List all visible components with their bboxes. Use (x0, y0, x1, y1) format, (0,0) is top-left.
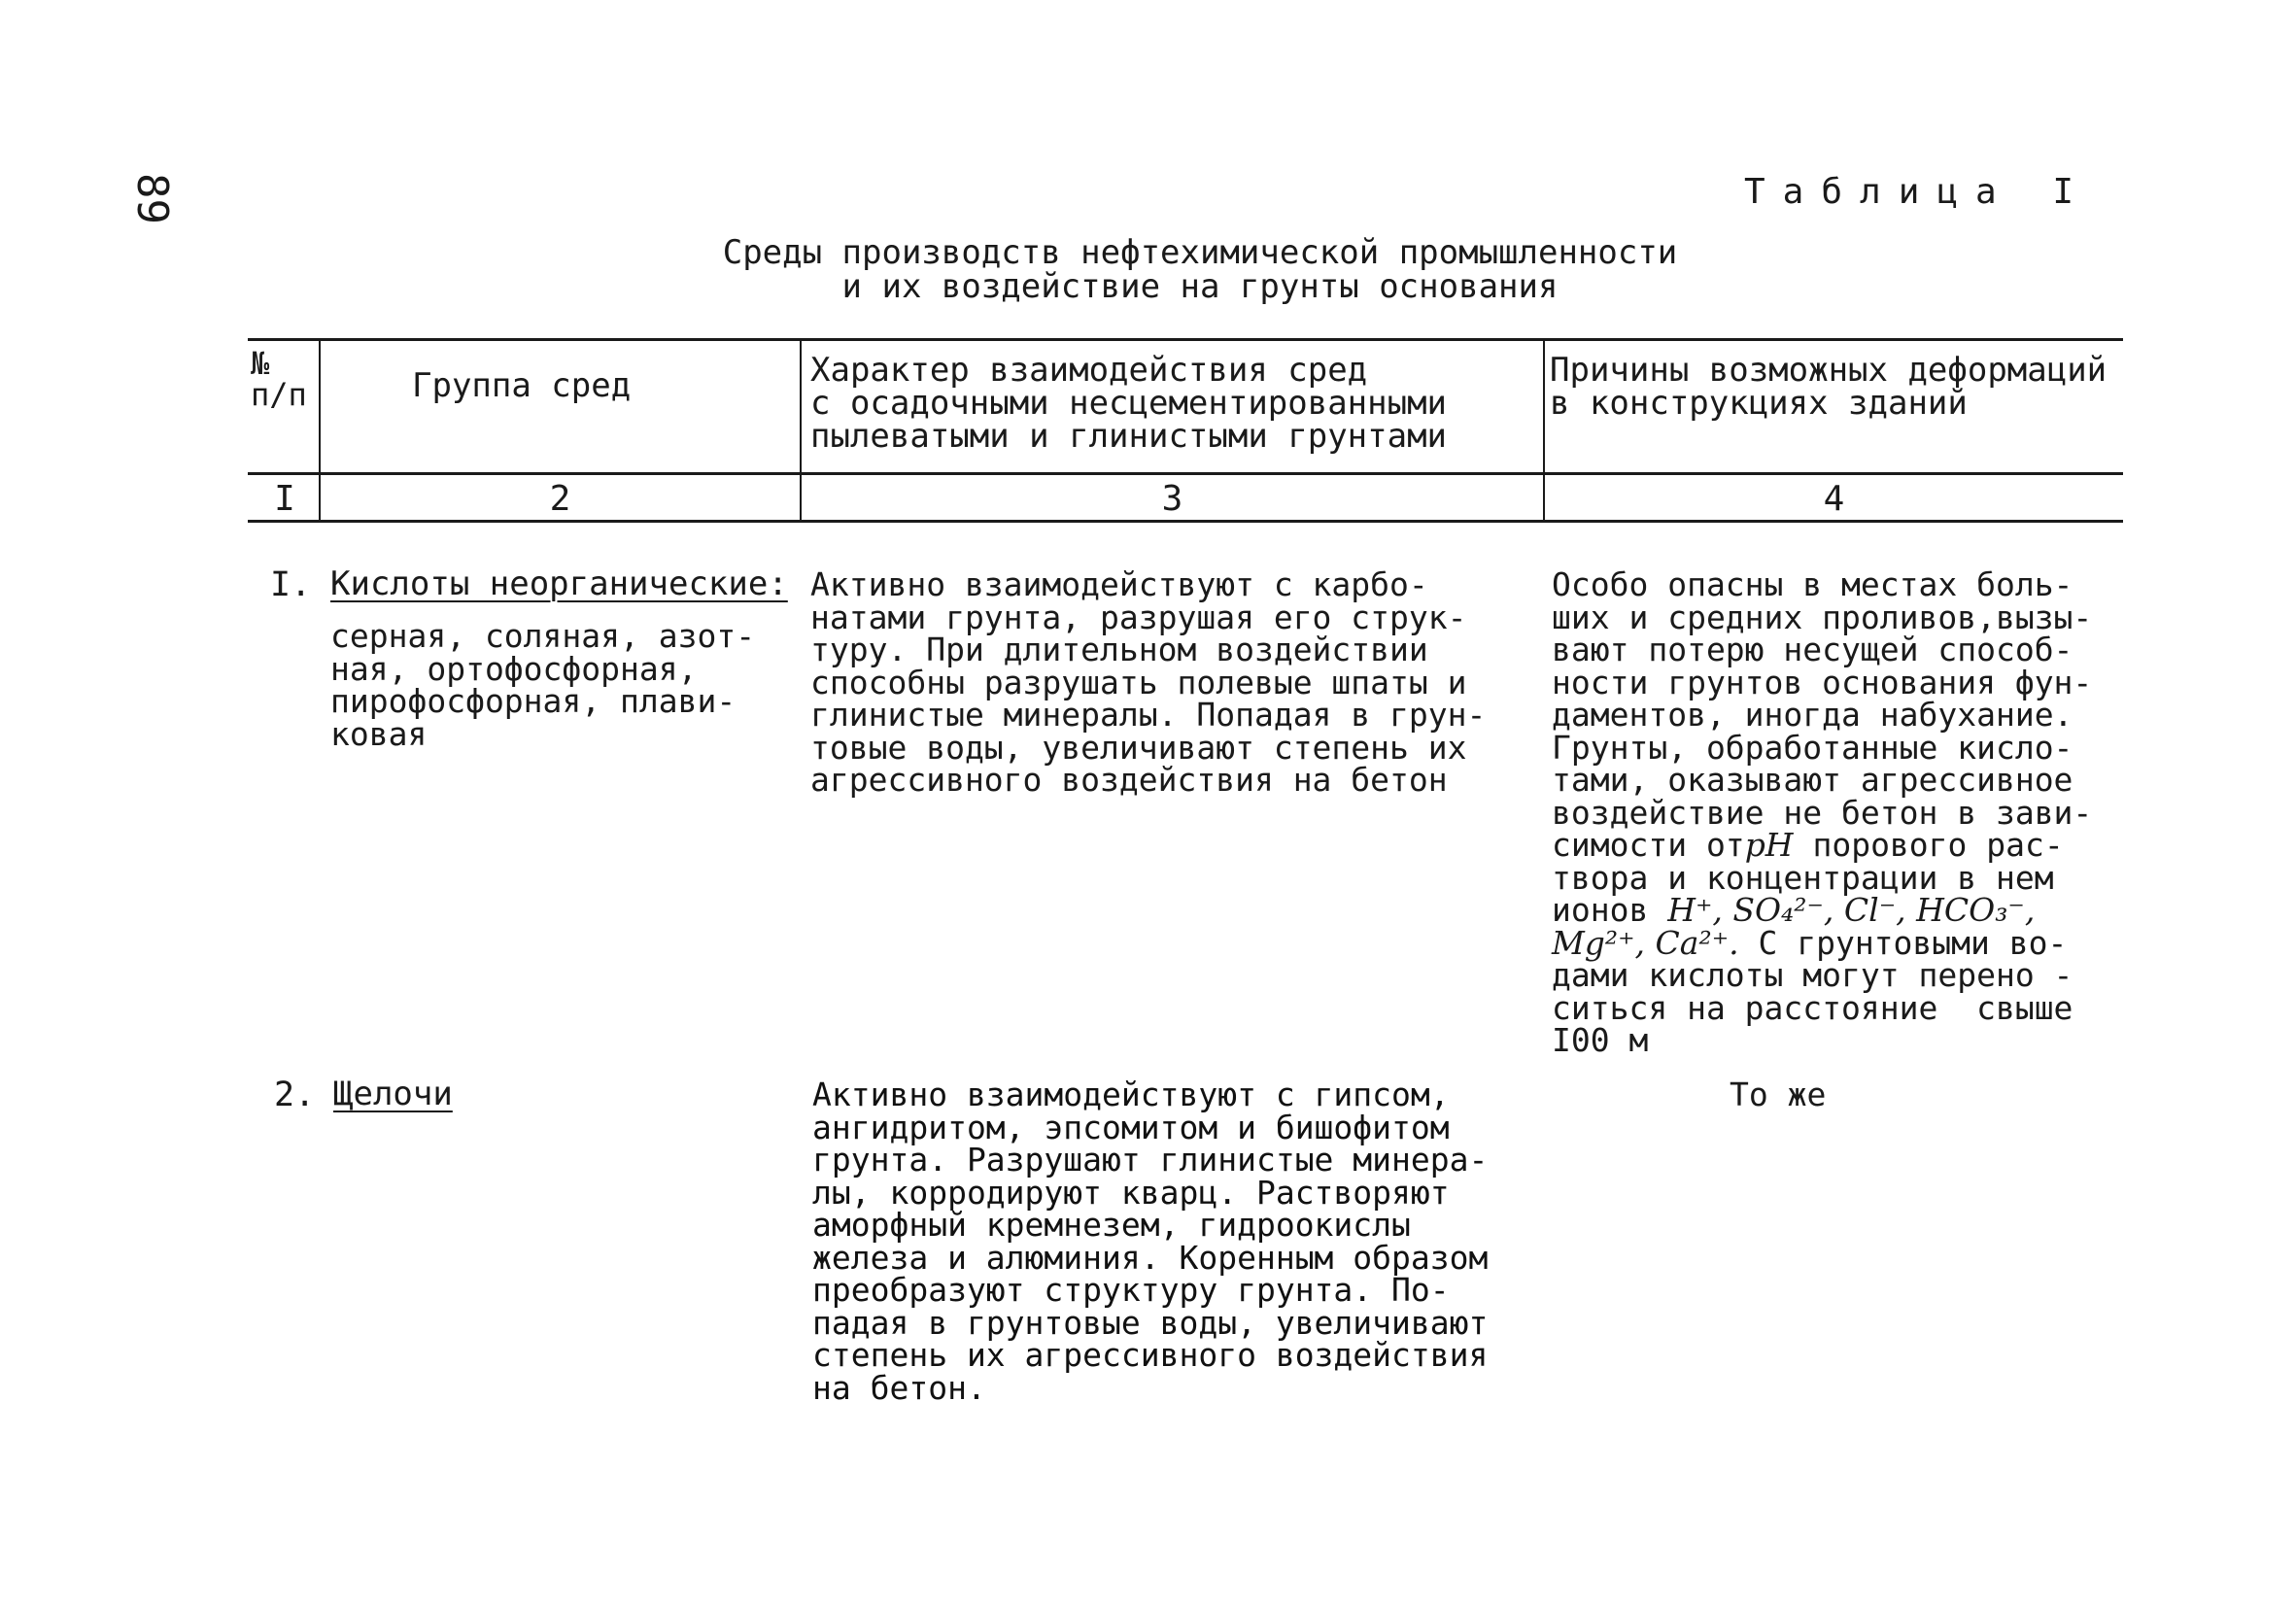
row1-causes-ph: pH (1744, 826, 1794, 864)
row1-number: I. (270, 565, 312, 604)
table-title-line1: Среды производств нефтехимической промышленности (722, 233, 1678, 272)
row2-group-title: Щелочи (333, 1075, 453, 1113)
header-col-causes: Причины возможных деформаций в конструкциях зданий (1550, 351, 2108, 423)
table-title-line2: и их воздействие на грунты основания (841, 267, 1559, 306)
table-top-rule (248, 338, 2123, 341)
row1-causes (1552, 565, 2093, 1059)
header-col-number: № п/п (251, 345, 307, 413)
column-numbers-rule (248, 520, 2123, 523)
colnum-4: 4 (1823, 479, 1845, 519)
colnum-3: 3 (1161, 479, 1183, 519)
row1-interaction: Активно взаимодействуют с карбо- натами грунта, разрушая его струк- туру. При длительном воздействии способны разрушать полевые шпаты и глинистые минералы. Попадая в грун- товые воды, увеличивают степень их агрессивного воздействия на бетон (810, 565, 1487, 799)
colnum-1: I (274, 479, 295, 519)
page-number: 89 (127, 173, 177, 224)
row1-causes-block (1552, 565, 2093, 1059)
header-col-interaction: Характер взаимодействия сред с осадочными несцементированными пылеватыми и глинистыми грунтами (810, 351, 1448, 456)
colnum-2: 2 (549, 479, 571, 519)
table-title (583, 233, 1817, 306)
table-label: Таблица I (1744, 172, 2092, 212)
row1-causes-tail: С грунтовыми во- дами кислоты могут перено - ситься на расстояние свыше I00 м (1552, 923, 2073, 1059)
row1-group-detail: серная, соляная, азот- ная, ортофосфорная, пирофосфорная, плави- ковая (330, 617, 756, 753)
header-col-group: Группа сред (412, 366, 632, 405)
row2-number: 2. (274, 1076, 316, 1114)
row2-interaction: Активно взаимодействуют с гипсом, ангидритом, эпсомитом и бишофитом грунта. Разрушают глинистые минера- лы, корродируют кварц. Растворяют аморфный кремнезем, гидроокислы железа и алюминия. Коренным образом преобразуют структуру грунта. По- падая в грунтовые воды, увеличивают степень их агрессивного воздействия на бетон. (812, 1076, 1489, 1407)
row1-causes-after-ph: порового рас- твора и концентрации в нем ионов (1552, 826, 2064, 929)
row2-causes: То же (1730, 1076, 1827, 1113)
row1-ions-line2: Mg²⁺, Ca²⁺. (1552, 923, 1739, 962)
header-bottom-rule (248, 472, 2123, 475)
row1-ions-line1: H⁺, SO₄²⁻, Cl⁻, HCO₃⁻, (1667, 891, 2036, 929)
row1-group-title: Кислоты неорганические: (330, 564, 788, 603)
row1-causes-text: Особо опасны в местах боль- ших и средних проливов,вызы- вают потерю несущей способ- ности грунтов основания фун- даментов, иногда набухание. Грунты, обработанные кисло- тами, оказывают агрессивное воздействие не бетон в зави- симости от (1552, 565, 2093, 864)
